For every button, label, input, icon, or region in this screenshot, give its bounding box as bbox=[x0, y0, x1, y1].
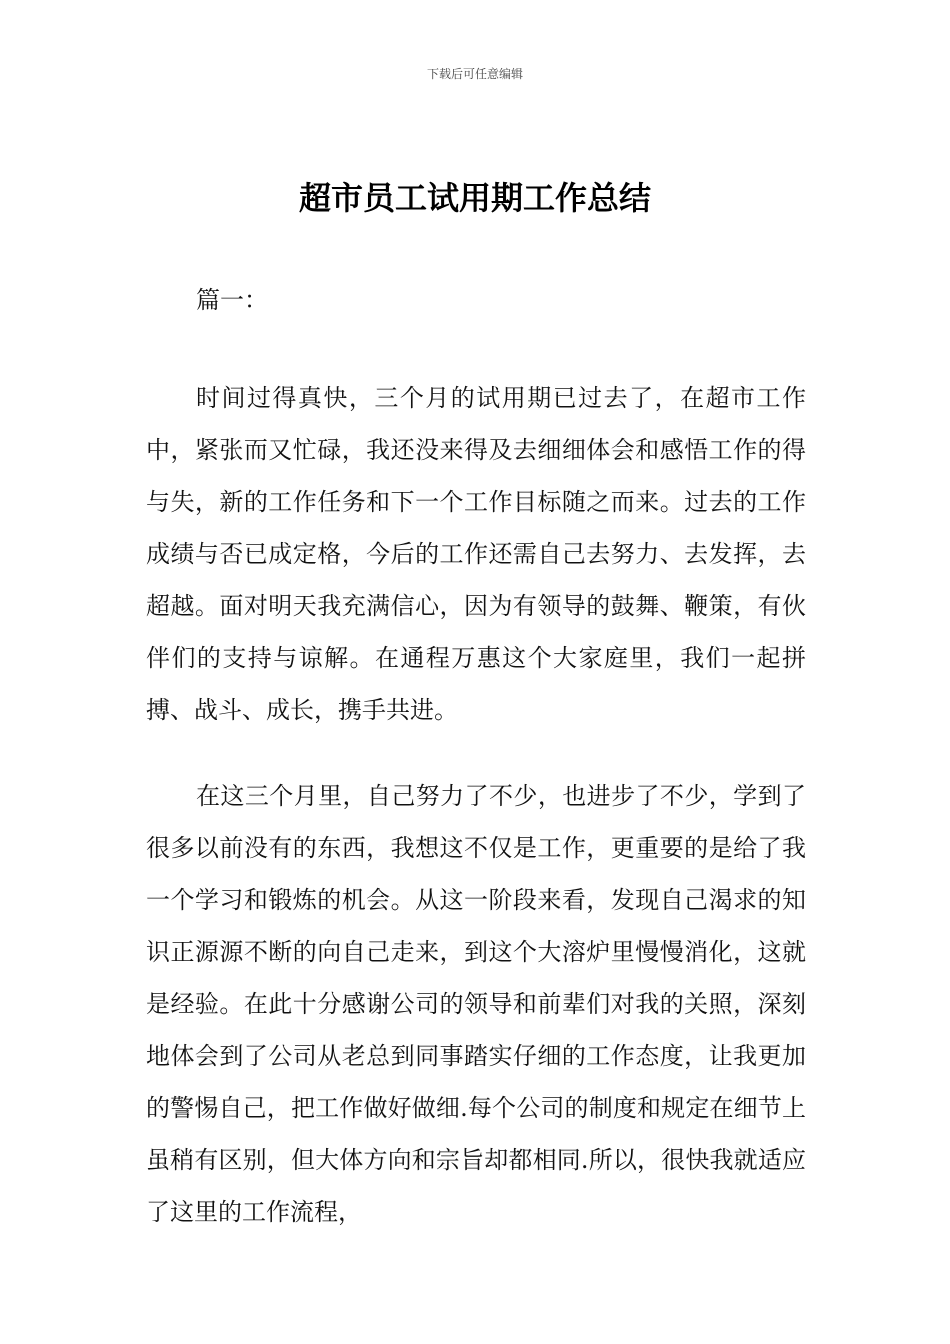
paragraph-1: 时间过得真快，三个月的试用期已过去了，在超市工作中，紧张而又忙碌，我还没来得及去细细体会和感悟工作的得与失，新的工作任务和下一个工作目标随之而来。过去的工作成绩与否已成定格，今后的工作还需自己去努力、去发挥，去超越。面对明天我充满信心，因为有领导的鼓舞、鞭策，有伙伴们的支持与谅解。在通程万惠这个大家庭里，我们一起拼搏、战斗、成长，携手共进。 bbox=[146, 384, 806, 724]
section-label: 篇一： bbox=[196, 286, 268, 314]
header-note: 下载后可任意编辑 bbox=[426, 67, 523, 81]
document-title: 超市员工试用期工作总结 bbox=[298, 179, 651, 217]
paragraph-2: 在这三个月里，自己努力了不少，也进步了不少，学到了很多以前没有的东西，我想这不仅是工作，更重要的是给了我一个学习和锻炼的机会。从这一阶段来看，发现自己渴求的知识正源源不断的向自己走来，到这个大溶炉里慢慢消化，这就是经验。在此十分感谢公司的领导和前辈们对我的关照，深刻地体会到了公司从老总到同事踏实仔细的工作态度，让我更加的警惕自己，把工作做好做细.每个公司的制度和规定在细节上虽稍有区别，但大体方向和宗旨却都相同.所以，很快我就适应了这里的工作流程， bbox=[146, 782, 806, 1226]
